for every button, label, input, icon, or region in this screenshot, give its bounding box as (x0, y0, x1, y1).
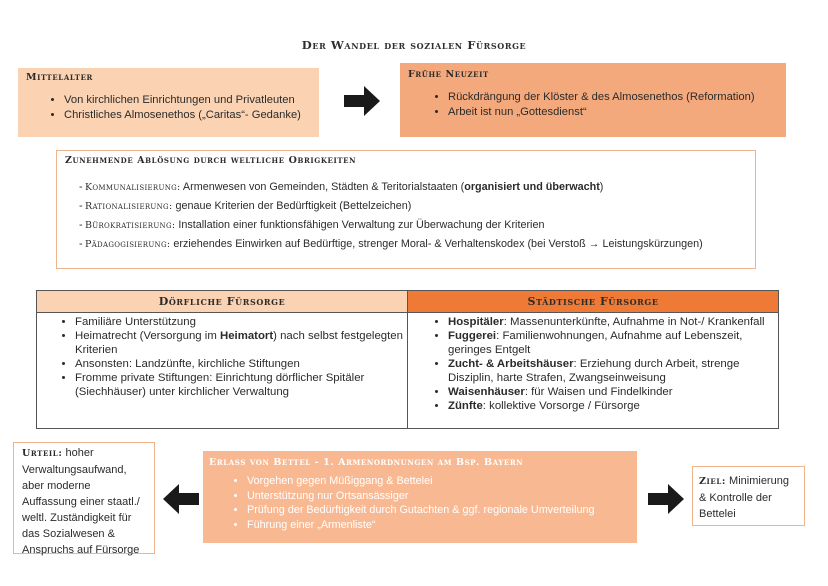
urteil-label: Urteil: (22, 448, 63, 459)
list-item: • Von kirchlichen Einrichtungen und Privatleuten (64, 93, 311, 108)
table-header-staedtisch: Städtische Fürsorge (408, 291, 778, 313)
fruehe-neuzeit-heading: Frühe Neuzeit (408, 69, 489, 80)
list-item: - Rationalisierung: genaue Kriterien der Bedürftigkeit (Bettelzeichen) (79, 200, 412, 212)
list-item: • Zucht- & Arbeitshäuser: Erziehung durch Arbeit, strenge Disziplin, harte Strafen, Zwangseinweisung (448, 357, 774, 385)
list-item: • Vorgehen gegen Müßiggang & Bettelei (247, 474, 631, 489)
list-item: • Hospitäler: Massenunterkünfte, Aufnahme in Not-/ Krankenfall (448, 315, 774, 329)
ziel-text: Minimierung & Kontrolle der Bettelei (699, 475, 789, 520)
list-item: • Unterstützung nur Ortsansässiger (247, 489, 631, 504)
table-column-staedtisch (408, 313, 778, 428)
ziel-box (692, 466, 805, 526)
fuersorge-table (36, 290, 779, 429)
erlass-heading: Erlass von Bettel - 1. Armenordnungen am Bsp. Bayern (209, 457, 524, 468)
abloesung-box (56, 150, 756, 269)
ziel-label: Ziel: (699, 476, 726, 487)
list-item: • Christliches Almosenethos („Caritas“- Gedanke) (64, 108, 311, 123)
table-header-doerflich: Dörfliche Fürsorge (37, 291, 408, 313)
arrow-right-icon (344, 86, 380, 116)
list-item: • Familiäre Unterstützung (75, 315, 403, 329)
page-title: Der Wandel der sozialen Fürsorge (301, 38, 527, 52)
list-item: - Bürokratisierung: Installation einer funktionsfähigen Verwaltung zur Überwachung der Kriterien (79, 219, 545, 231)
urteil-text: hoher Verwaltungsaufwand, aber moderne Auffassung einer staatl./ weltl. Zuständigkeit für das Sozialwesen & Anspruchs auf Fürsorge (22, 447, 140, 556)
arrow-left-icon (163, 484, 199, 514)
mittelalter-box (18, 68, 319, 137)
list-item: • Waisenhäuser: für Waisen und Findelkinder (448, 385, 774, 399)
fruehe-neuzeit-list (408, 90, 778, 119)
abloesung-heading: Zunehmende Ablösung durch weltliche Obrigkeiten (65, 155, 357, 166)
erlass-list (209, 474, 631, 533)
erlass-box (203, 451, 637, 543)
table-column-doerflich (37, 313, 408, 428)
list-item: • Heimatrecht (Versorgung im Heimatort) nach selbst festgelegten Kriterien (75, 329, 403, 357)
list-item: - Kommunalisierung: Armenwesen von Gemeinden, Städten & Teritorialstaaten (organisiert und überwacht) (79, 181, 604, 193)
list-item: • Arbeit ist nun „Gottesdienst“ (448, 105, 778, 120)
list-item: - Pädagogisierung: erziehendes Einwirken auf Bedürftige, strenger Moral- & Verhaltenskodex (bei Verstoß → Leistungskürzungen) (79, 238, 703, 250)
list-item: • Prüfung der Bedürftigkeit durch Gutachten & ggf. regionale Umverteilung (247, 503, 631, 518)
fruehe-neuzeit-box (400, 63, 786, 137)
list-item: • Rückdrängung der Klöster & des Almosenethos (Reformation) (448, 90, 778, 105)
mittelalter-list (26, 93, 311, 122)
arrow-right-icon (648, 484, 684, 514)
list-item: • Zünfte: kollektive Vorsorge / Fürsorge (448, 399, 774, 413)
list-item: • Führung einer „Armenliste“ (247, 518, 631, 533)
mittelalter-heading: Mittelalter (26, 72, 93, 83)
list-item: • Fromme private Stiftungen: Einrichtung dörflicher Spitäler (Siechhäuser) unter kirchlicher Verwaltung (75, 371, 403, 399)
list-item: • Fuggerei: Familienwohnungen, Aufnahme auf Lebenszeit, geringes Entgelt (448, 329, 774, 357)
urteil-box (13, 442, 155, 554)
list-item: • Ansonsten: Landzünfte, kirchliche Stiftungen (75, 357, 403, 371)
